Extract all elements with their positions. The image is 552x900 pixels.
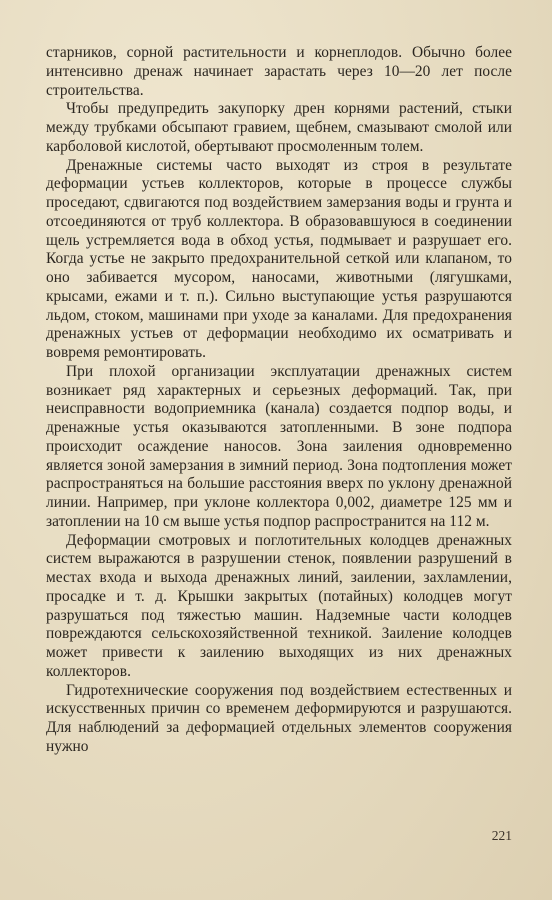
page-body: [46, 44, 512, 757]
paragraph-6: Гидротехнические сооружения под воздействием естественных и искусственных причин со временем деформируются и разрушаются. Для наблюдений за деформацией отдельных элементов сооружения нужно: [46, 681, 512, 755]
paragraph-2: Чтобы предупредить закупорку дрен корнями растений, стыки между трубками обсыпают гравием, щебнем, смазывают смолой или карболовой кислотой, обертывают просмоленным толем.: [46, 100, 512, 155]
paragraph-3: Дренажные системы часто выходят из строя в результате деформации устьев коллекторов, которые в процессе службы проседают, сдвигаются под воздействием замерзания воды и грунта и отсоединяются от труб коллектора. В образовавшуюся в соединении щель устремляется вода в обход устья, подмывает и разрушает его. Когда устье не закрыто предохранительной сеткой или клапаном, то оно забивается мусором, наносами, животными (лягушками, крысами, ежами и т. п.). Сильно выступающие устья разрушаются льдом, стоком, машинами при уходе за каналами. Для предохранения дренажных устьев от деформации необходимо их осматривать и вовремя ремонтировать.: [46, 156, 512, 361]
paragraph-5: Деформации смотровых и поглотительных колодцев дренажных систем выражаются в разрушении стенок, появлении разрушений в местах входа и выхода дренажных линий, заилении, захламлении, просадке и т. д. Крышки закрытых (потайных) колодцев могут разрушаться под тяжестью машин. Надземные части колодцев повреждаются сельскохозяйственной техникой. Заиление колодцев может привести к заилению выходящих из них дренажных коллекторов.: [46, 531, 512, 680]
paragraph-4: При плохой организации эксплуатации дренажных систем возникает ряд характерных и серьезных деформаций. Так, при неисправности водоприемника (канала) создается подпор воды, и дренажные устья оказываются затопленными. В зоне подпора происходит осаждение наносов. Зона заиления одновременно является зоной замерзания в зимний период. Зона подтопления может распространяться на большие расстояния вверх по уклону дренажной линии. Например, при уклоне коллектора 0,002, диаметре 125 мм и затоплении на 10 см выше устья подпор распространится на 112 м.: [46, 362, 512, 530]
page-number: 221: [491, 828, 512, 843]
paragraph-1: старников, сорной растительности и корнеплодов. Обычно более интенсивно дренаж начинает зарастать через 10—20 лет после строительства.: [46, 44, 512, 99]
